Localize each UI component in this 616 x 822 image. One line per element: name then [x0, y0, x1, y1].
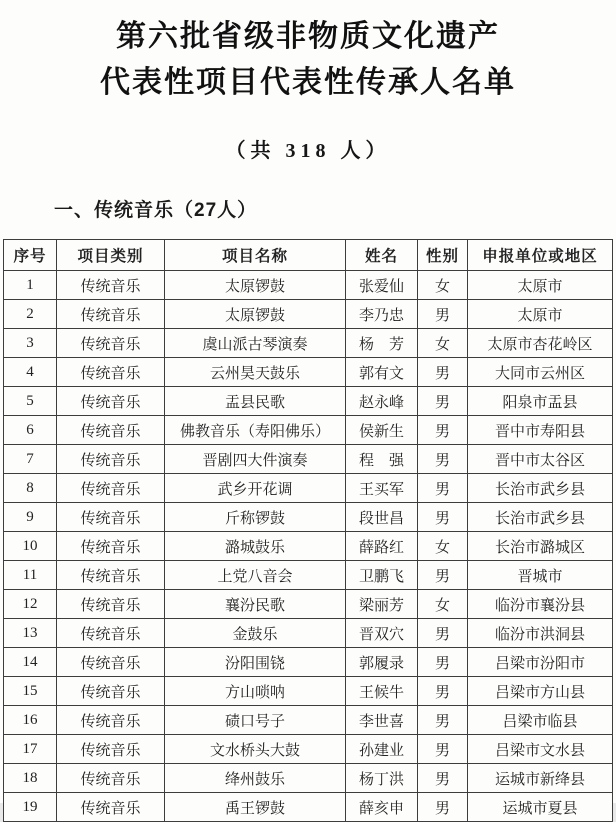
table-cell-index: 2 [4, 300, 57, 329]
table-cell-project-name: 汾阳围铙 [165, 648, 346, 677]
table-cell-reporting-unit: 太原市杏花岭区 [468, 329, 613, 358]
table-cell-person-name: 杨 芳 [346, 329, 418, 358]
table-cell-category: 传统音乐 [57, 619, 165, 648]
table-cell-reporting-unit: 临汾市洪洞县 [468, 619, 613, 648]
table-cell-category: 传统音乐 [57, 735, 165, 764]
table-cell-project-name: 金鼓乐 [165, 619, 346, 648]
table-cell-reporting-unit: 吕梁市方山县 [468, 677, 613, 706]
table-header-row [4, 240, 613, 271]
table-row [4, 474, 613, 503]
table-cell-reporting-unit: 吕梁市汾阳市 [468, 648, 613, 677]
table-cell-index: 17 [4, 735, 57, 764]
table-cell-gender: 女 [418, 532, 468, 561]
table-cell-index: 18 [4, 764, 57, 793]
table-cell-project-name: 潞城鼓乐 [165, 532, 346, 561]
table-cell-project-name: 禹王锣鼓 [165, 793, 346, 822]
document-subtitle: （共 318 人） [225, 140, 391, 162]
document-title-line1: 第六批省级非物质文化遗产 [116, 20, 500, 53]
table-cell-project-name: 太原锣鼓 [165, 271, 346, 300]
table-cell-index: 10 [4, 532, 57, 561]
table-cell-category: 传统音乐 [57, 503, 165, 532]
table-cell-project-name: 文水桥头大鼓 [165, 735, 346, 764]
table-cell-person-name: 李乃忠 [346, 300, 418, 329]
table-cell-person-name: 王买军 [346, 474, 418, 503]
table-cell-index: 14 [4, 648, 57, 677]
table-cell-reporting-unit: 大同市云州区 [468, 358, 613, 387]
table-cell-gender: 男 [418, 300, 468, 329]
table-cell-gender: 男 [418, 561, 468, 590]
table-cell-index: 8 [4, 474, 57, 503]
table-cell-gender: 女 [418, 590, 468, 619]
table-cell-category: 传统音乐 [57, 764, 165, 793]
table-row [4, 735, 613, 764]
table-cell-project-name: 武乡开花调 [165, 474, 346, 503]
table-cell-category: 传统音乐 [57, 561, 165, 590]
table-cell-project-name: 斤称锣鼓 [165, 503, 346, 532]
table-cell-gender: 男 [418, 358, 468, 387]
table-cell-gender: 男 [418, 648, 468, 677]
table-cell-project-name: 云州昊天鼓乐 [165, 358, 346, 387]
table-cell-index: 4 [4, 358, 57, 387]
table-row [4, 271, 613, 300]
table-cell-category: 传统音乐 [57, 445, 165, 474]
table-row [4, 619, 613, 648]
table-row [4, 764, 613, 793]
table-cell-person-name: 晋双穴 [346, 619, 418, 648]
table-cell-gender: 男 [418, 474, 468, 503]
table-cell-reporting-unit: 长治市潞城区 [468, 532, 613, 561]
table-cell-reporting-unit: 运城市夏县 [468, 793, 613, 822]
table-cell-gender: 男 [418, 445, 468, 474]
table-row [4, 416, 613, 445]
table-row [4, 358, 613, 387]
table-cell-reporting-unit: 长治市武乡县 [468, 474, 613, 503]
table-row [4, 532, 613, 561]
table-cell-project-name: 碛口号子 [165, 706, 346, 735]
table-cell-gender: 男 [418, 793, 468, 822]
table-row [4, 706, 613, 735]
table-cell-reporting-unit: 太原市 [468, 271, 613, 300]
table-cell-index: 19 [4, 793, 57, 822]
column-header-project-name: 项目名称 [165, 240, 346, 271]
table-cell-project-name: 绛州鼓乐 [165, 764, 346, 793]
table-cell-category: 传统音乐 [57, 793, 165, 822]
table-cell-category: 传统音乐 [57, 474, 165, 503]
table-cell-index: 6 [4, 416, 57, 445]
table-cell-reporting-unit: 晋城市 [468, 561, 613, 590]
document-title-line2: 代表性项目代表性传承人名单 [100, 66, 516, 99]
table-cell-reporting-unit: 太原市 [468, 300, 613, 329]
table-cell-reporting-unit: 吕梁市临县 [468, 706, 613, 735]
table-cell-category: 传统音乐 [57, 706, 165, 735]
table-cell-index: 11 [4, 561, 57, 590]
table-cell-project-name: 襄汾民歌 [165, 590, 346, 619]
table-cell-project-name: 佛教音乐（寿阳佛乐） [165, 416, 346, 445]
table-cell-gender: 女 [418, 271, 468, 300]
table-cell-person-name: 薛亥申 [346, 793, 418, 822]
table-row [4, 445, 613, 474]
table-row [4, 503, 613, 532]
table-cell-person-name: 程 强 [346, 445, 418, 474]
table-row [4, 561, 613, 590]
table-cell-person-name: 张爱仙 [346, 271, 418, 300]
table-cell-reporting-unit: 临汾市襄汾县 [468, 590, 613, 619]
table-cell-index: 13 [4, 619, 57, 648]
table-cell-gender: 男 [418, 387, 468, 416]
table-cell-category: 传统音乐 [57, 358, 165, 387]
column-header-reporting-unit: 申报单位或地区 [468, 240, 613, 271]
table-cell-person-name: 杨丁洪 [346, 764, 418, 793]
table-cell-index: 7 [4, 445, 57, 474]
table-cell-category: 传统音乐 [57, 387, 165, 416]
table-cell-category: 传统音乐 [57, 329, 165, 358]
table-cell-person-name: 郭履录 [346, 648, 418, 677]
table-cell-gender: 男 [418, 735, 468, 764]
table-row [4, 677, 613, 706]
table-row [4, 793, 613, 822]
table-cell-person-name: 卫鹏飞 [346, 561, 418, 590]
table-cell-reporting-unit: 长治市武乡县 [468, 503, 613, 532]
table-cell-category: 传统音乐 [57, 300, 165, 329]
table-cell-project-name: 方山唢呐 [165, 677, 346, 706]
column-header-category: 项目类别 [57, 240, 165, 271]
table-cell-category: 传统音乐 [57, 648, 165, 677]
table-cell-category: 传统音乐 [57, 271, 165, 300]
table-cell-person-name: 梁丽芳 [346, 590, 418, 619]
table-cell-category: 传统音乐 [57, 416, 165, 445]
table-cell-category: 传统音乐 [57, 677, 165, 706]
table-cell-gender: 男 [418, 416, 468, 445]
table-cell-index: 16 [4, 706, 57, 735]
table-cell-reporting-unit: 晋中市寿阳县 [468, 416, 613, 445]
table-row [4, 648, 613, 677]
table-cell-person-name: 王候牛 [346, 677, 418, 706]
table-row [4, 329, 613, 358]
table-cell-index: 9 [4, 503, 57, 532]
table-cell-gender: 男 [418, 764, 468, 793]
table-row [4, 300, 613, 329]
table-cell-gender: 男 [418, 677, 468, 706]
table-cell-gender: 男 [418, 503, 468, 532]
table-cell-index: 15 [4, 677, 57, 706]
table-cell-reporting-unit: 运城市新绛县 [468, 764, 613, 793]
table-cell-person-name: 郭有文 [346, 358, 418, 387]
table-cell-project-name: 虞山派古琴演奏 [165, 329, 346, 358]
table-cell-person-name: 赵永峰 [346, 387, 418, 416]
column-header-person-name: 姓名 [346, 240, 418, 271]
table-cell-gender: 男 [418, 706, 468, 735]
table-cell-index: 12 [4, 590, 57, 619]
section-heading-traditional-music: 一、传统音乐（27人） [54, 200, 258, 221]
table-cell-reporting-unit: 阳泉市盂县 [468, 387, 613, 416]
table-cell-gender: 男 [418, 619, 468, 648]
table-cell-reporting-unit: 晋中市太谷区 [468, 445, 613, 474]
table-row [4, 590, 613, 619]
table-cell-category: 传统音乐 [57, 532, 165, 561]
table-cell-project-name: 盂县民歌 [165, 387, 346, 416]
table-cell-category: 传统音乐 [57, 590, 165, 619]
document-title [0, 0, 616, 106]
table-cell-index: 3 [4, 329, 57, 358]
table-cell-person-name: 侯新生 [346, 416, 418, 445]
table-cell-reporting-unit: 吕梁市文水县 [468, 735, 613, 764]
table-cell-person-name: 段世昌 [346, 503, 418, 532]
table-cell-person-name: 李世喜 [346, 706, 418, 735]
table-cell-index: 1 [4, 271, 57, 300]
table-cell-project-name: 晋剧四大件演奏 [165, 445, 346, 474]
column-header-index: 序号 [4, 240, 57, 271]
table-cell-gender: 女 [418, 329, 468, 358]
table-cell-project-name: 太原锣鼓 [165, 300, 346, 329]
column-header-gender: 性别 [418, 240, 468, 271]
table-cell-person-name: 薛路红 [346, 532, 418, 561]
table-cell-person-name: 孙建业 [346, 735, 418, 764]
inheritors-table [3, 239, 613, 822]
table-cell-project-name: 上党八音会 [165, 561, 346, 590]
table-cell-index: 5 [4, 387, 57, 416]
table-row [4, 387, 613, 416]
